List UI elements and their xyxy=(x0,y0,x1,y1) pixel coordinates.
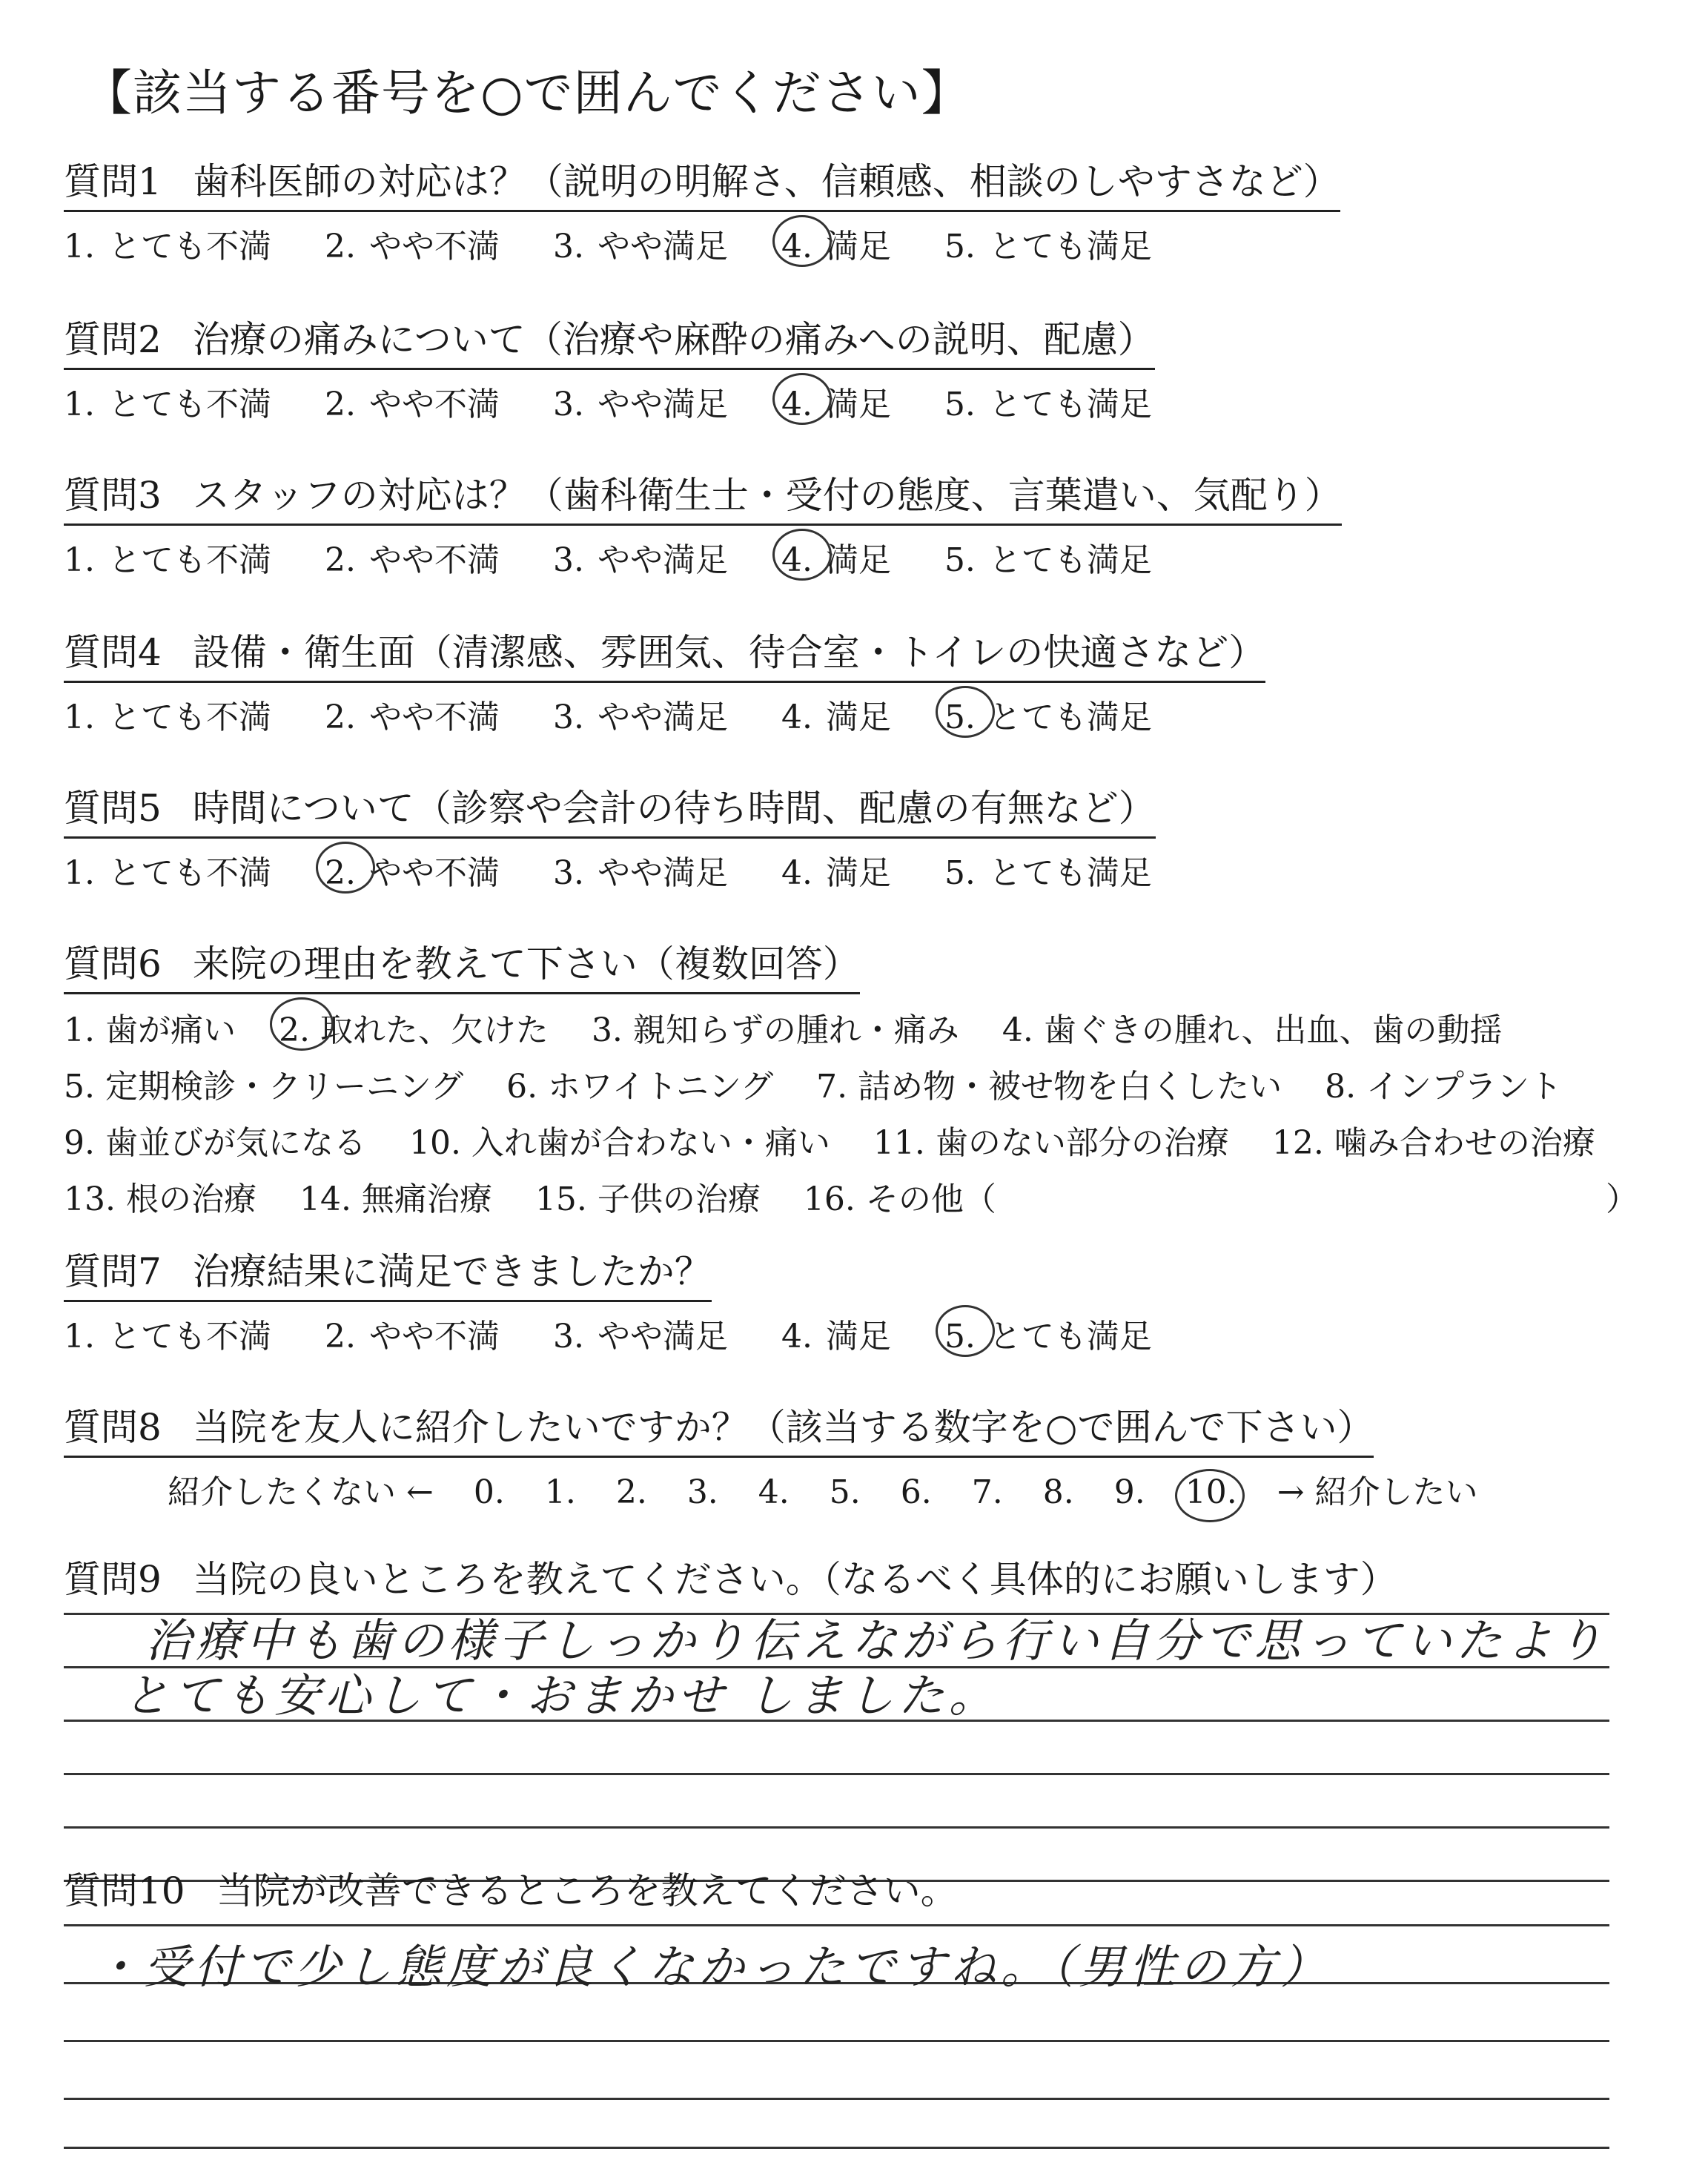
option-1[interactable]: 1. とても不満 xyxy=(64,228,271,265)
option-1[interactable]: 1. とても不満 xyxy=(64,386,271,423)
option-3[interactable]: 3. やや満足 xyxy=(552,1318,728,1355)
question-3 xyxy=(64,466,1342,581)
rating-options xyxy=(64,690,1265,738)
option-1[interactable]: 1. とても不満 xyxy=(64,698,271,736)
ruled-line xyxy=(64,1773,1609,1775)
option-3[interactable]: 3. やや満足 xyxy=(552,698,728,736)
reason-option[interactable]: 7. 詰め物・被せ物を白くしたい xyxy=(816,1068,1282,1106)
scale-right-label: → 紹介したい xyxy=(1277,1473,1478,1511)
option-3[interactable]: 3. やや満足 xyxy=(552,541,728,579)
reason-option[interactable]: 12. 噛み合わせの治療 xyxy=(1271,1124,1595,1162)
option-3[interactable]: 3. やや満足 xyxy=(552,386,728,423)
reason-option[interactable]: 1. 歯が痛い xyxy=(64,1011,236,1049)
question-7 xyxy=(64,1242,1195,1357)
reason-option-circled[interactable]: 2. 取れた、欠けた xyxy=(278,1011,549,1049)
ruled-line xyxy=(64,2147,1609,2149)
ruled-line xyxy=(64,1826,1609,1829)
question-title: 質問7 治療結果に満足できましたか？ xyxy=(64,1242,712,1302)
option-5[interactable]: 5. とても満足 xyxy=(944,228,1152,265)
question-title: 質問4 設備・衛生面（清潔感、雰囲気、待合室・トイレの快適さなど） xyxy=(64,623,1265,683)
reason-option[interactable]: 9. 歯並びが気になる xyxy=(64,1124,366,1162)
question-title: 質問9 当院の良いところを教えてください。（なるべく具体的にお願いします） xyxy=(64,1558,1397,1601)
scale-6[interactable]: 6. xyxy=(900,1473,932,1511)
reason-row-2 xyxy=(64,1060,1628,1107)
scale-0[interactable]: 0. xyxy=(473,1473,505,1511)
question-title: 質問5 時間について（診察や会計の待ち時間、配慮の有無など） xyxy=(64,779,1156,839)
option-3[interactable]: 3. やや満足 xyxy=(552,854,728,892)
question-title: 質問8 当院を友人に紹介したいですか？（該当する数字を○で囲んで下さい） xyxy=(64,1398,1374,1458)
scale-9[interactable]: 9. xyxy=(1113,1473,1145,1511)
option-4[interactable]: 4. 満足 xyxy=(781,854,891,892)
rating-options xyxy=(64,219,1340,267)
instruction-header: 【該当する番号を○で囲んでください】 xyxy=(83,65,971,122)
question-1 xyxy=(64,152,1340,267)
scale-1[interactable]: 1. xyxy=(544,1473,576,1511)
question-title: 質問3 スタッフの対応は？（歯科衛生士・受付の態度、言葉遣い、気配り） xyxy=(64,466,1342,526)
option-4-circled[interactable]: 4. 満足 xyxy=(781,228,891,265)
question-4 xyxy=(64,623,1265,738)
option-3[interactable]: 3. やや満足 xyxy=(552,228,728,265)
reason-option[interactable]: 11. 歯のない部分の治療 xyxy=(873,1124,1229,1162)
reason-option[interactable]: 10. 入れ歯が合わない・痛い xyxy=(408,1124,830,1162)
rating-options xyxy=(64,1309,1195,1357)
scale-7[interactable]: 7. xyxy=(971,1473,1003,1511)
handwritten-answer-line: 治療中も歯の様子しっかり伝えながら行い自分で思っていたより xyxy=(145,1614,1608,1668)
reason-option[interactable]: 8. インプラント xyxy=(1325,1068,1563,1106)
question-2 xyxy=(64,310,1195,425)
option-5[interactable]: 5. とても満足 xyxy=(944,854,1152,892)
reason-option[interactable]: 3. 親知らずの腫れ・痛み xyxy=(591,1011,959,1049)
question-8 xyxy=(64,1398,1508,1513)
option-1[interactable]: 1. とても不満 xyxy=(64,541,271,579)
scale-4[interactable]: 4. xyxy=(758,1473,790,1511)
scale-3[interactable]: 3. xyxy=(686,1473,718,1511)
question-title: 質問10 当院が改善できるところを教えてください。 xyxy=(64,1869,958,1912)
reason-option[interactable]: 14. 無痛治療 xyxy=(299,1180,492,1218)
option-4-circled[interactable]: 4. 満足 xyxy=(781,386,891,423)
ruled-line xyxy=(64,2040,1609,2042)
option-4[interactable]: 4. 満足 xyxy=(781,698,891,736)
handwritten-answer-line: とても安心して・おまかせ しました。 xyxy=(123,1668,999,1723)
reason-option[interactable]: 6. ホワイトニング xyxy=(506,1068,774,1106)
rating-options xyxy=(64,846,1195,894)
reason-row-4 xyxy=(64,1172,1638,1220)
question-number: 質問1 xyxy=(64,160,162,203)
ruled-line xyxy=(64,2098,1609,2100)
scale-left-label: 紹介したくない ← xyxy=(168,1473,434,1511)
option-2[interactable]: 2. やや不満 xyxy=(324,228,500,265)
option-2-circled[interactable]: 2. やや不満 xyxy=(324,854,500,892)
option-2[interactable]: 2. やや不満 xyxy=(324,541,500,579)
question-9 xyxy=(64,1550,1397,1608)
rating-options xyxy=(64,377,1195,425)
option-2[interactable]: 2. やや不満 xyxy=(324,698,500,736)
handwritten-answer-line: ・受付で少し態度が良くなかったですね。（男性の方） xyxy=(93,1940,1331,1994)
option-5-circled[interactable]: 5. とても満足 xyxy=(944,1318,1152,1355)
ruled-line xyxy=(64,1924,1609,1926)
circle-mark xyxy=(270,997,334,1051)
reason-option-other[interactable]: 16. その他（ xyxy=(803,1180,996,1218)
reason-option[interactable]: 4. 歯ぐきの腫れ、出血、歯の動揺 xyxy=(1002,1011,1503,1049)
option-5-circled[interactable]: 5. とても満足 xyxy=(944,698,1152,736)
scale-5[interactable]: 5. xyxy=(829,1473,861,1511)
reason-row-1 xyxy=(64,1003,1628,1051)
question-title xyxy=(64,152,1340,212)
option-5[interactable]: 5. とても満足 xyxy=(944,541,1152,579)
scale-10-circled[interactable]: 10. xyxy=(1185,1473,1237,1511)
question-text: 歯科医師の対応は？（説明の明解さ、信頼感、相談のしやすさなど） xyxy=(192,160,1340,203)
recommend-scale xyxy=(168,1465,1508,1513)
reason-option[interactable]: 5. 定期検診・クリーニング xyxy=(64,1068,464,1106)
option-4-circled[interactable]: 4. 満足 xyxy=(781,541,891,579)
option-1[interactable]: 1. とても不満 xyxy=(64,1318,271,1355)
option-5[interactable]: 5. とても満足 xyxy=(944,386,1152,423)
option-4[interactable]: 4. 満足 xyxy=(781,1318,891,1355)
question-5 xyxy=(64,779,1195,894)
reason-row-3 xyxy=(64,1116,1628,1163)
option-1[interactable]: 1. とても不満 xyxy=(64,854,271,892)
reason-option[interactable]: 15. 子供の治療 xyxy=(534,1180,761,1218)
reason-option[interactable]: 13. 根の治療 xyxy=(64,1180,256,1218)
question-title: 質問2 治療の痛みについて（治療や麻酔の痛みへの説明、配慮） xyxy=(64,310,1155,370)
rating-options xyxy=(64,533,1342,581)
question-10 xyxy=(64,1861,958,1919)
scale-2[interactable]: 2. xyxy=(615,1473,647,1511)
question-6 xyxy=(64,934,1638,1220)
option-2[interactable]: 2. やや不満 xyxy=(324,1318,500,1355)
question-title: 質問6 来院の理由を教えて下さい（複数回答） xyxy=(64,934,860,994)
other-close-paren: ） xyxy=(1606,1180,1638,1218)
option-2[interactable]: 2. やや不満 xyxy=(324,386,500,423)
scale-8[interactable]: 8. xyxy=(1042,1473,1074,1511)
